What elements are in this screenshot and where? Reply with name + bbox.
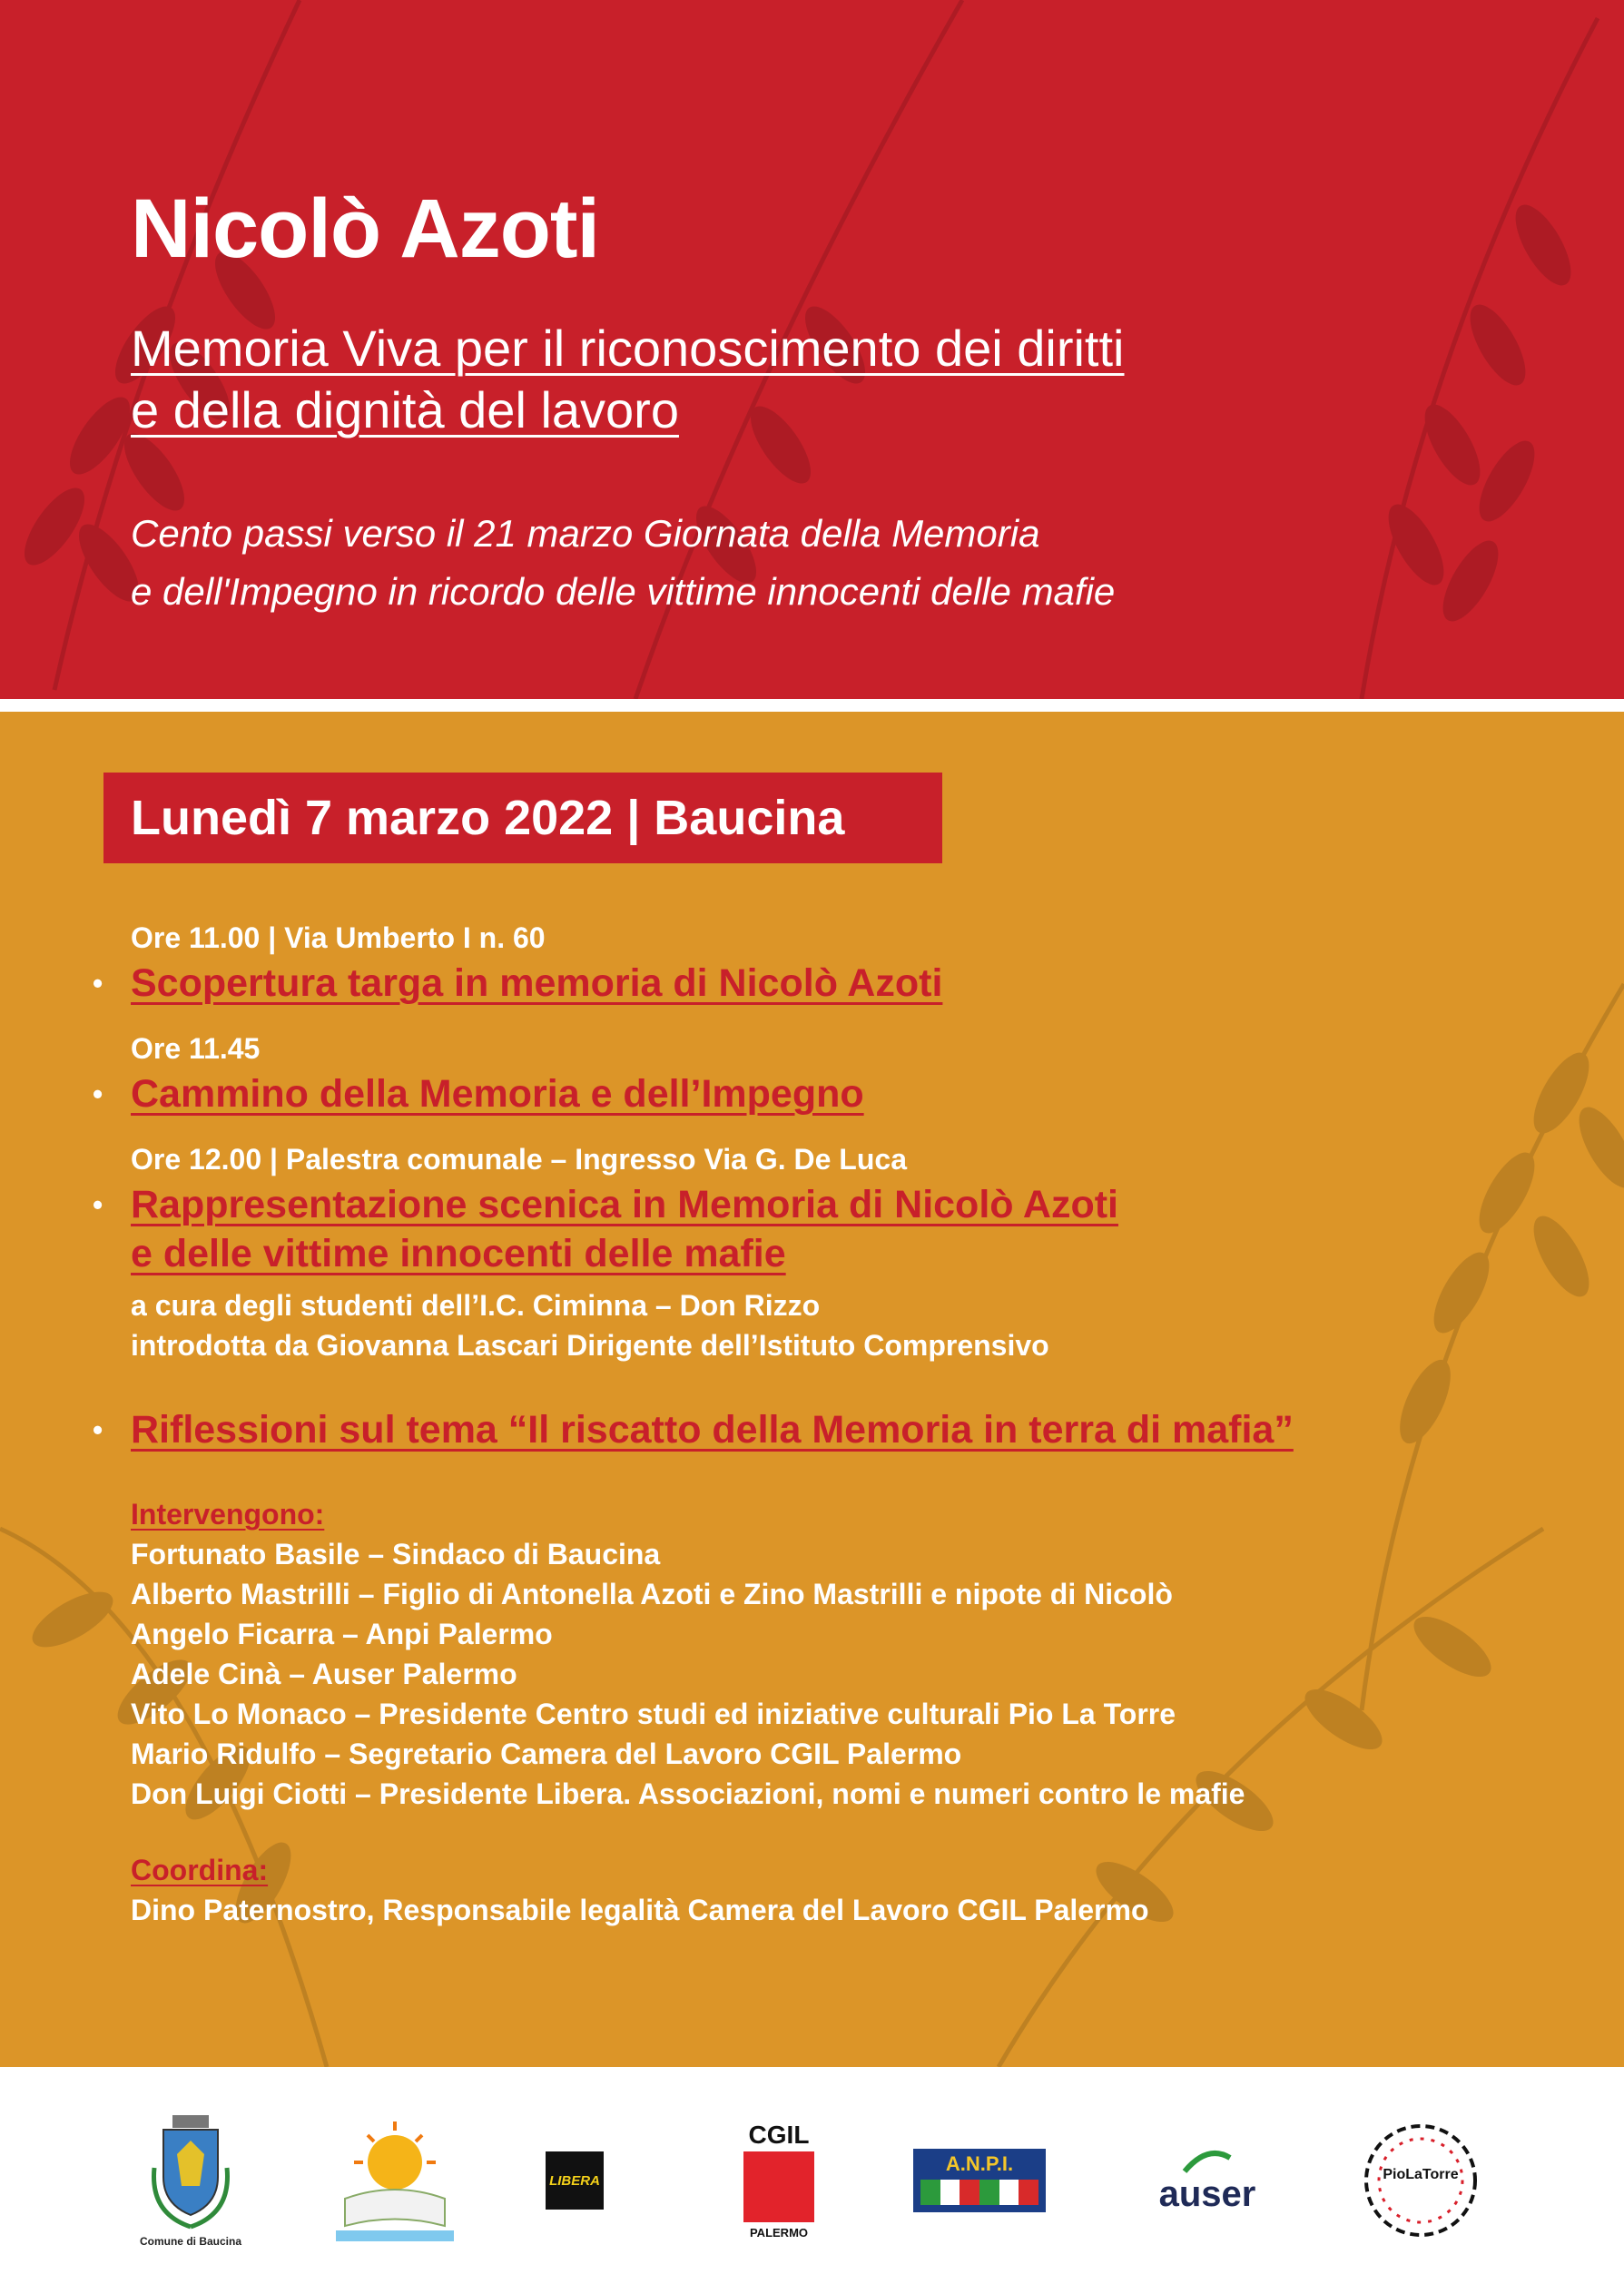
coordinator: Dino Paternostro, Responsabile legalità Camera del Lavoro CGIL Palermo xyxy=(131,1894,1149,1926)
program-event-continued: e delle vittime innocenti delle mafie xyxy=(131,1232,786,1275)
tagline-line-1: Cento passi verso il 21 marzo Giornata della Memoria xyxy=(131,512,1040,555)
cgil-wordmark: CGIL xyxy=(748,2120,810,2149)
subtitle xyxy=(131,318,1547,441)
comune-caption: Comune di Baucina xyxy=(139,2235,241,2248)
program-item xyxy=(131,917,1547,1008)
program-event: • Cammino della Memoria e dell’Impegno xyxy=(131,1069,1547,1118)
page-title: Nicolò Azoti xyxy=(131,182,600,275)
speaker: Vito Lo Monaco – Presidente Centro studi ed iniziative culturali Pio La Torre xyxy=(131,1698,1176,1730)
speaker: Angelo Ficarra – Anpi Palermo xyxy=(131,1618,553,1650)
sponsor-logos xyxy=(0,2067,1624,2284)
piolatorre-logo xyxy=(1353,2103,1489,2258)
program-time: Ore 11.00 | Via Umberto I n. 60 xyxy=(131,921,546,954)
speaker: Adele Cinà – Auser Palermo xyxy=(131,1658,517,1690)
program-time: Ore 11.45 xyxy=(131,1032,261,1065)
school-emblem-icon xyxy=(318,2112,472,2249)
speaker: Mario Ridulfo – Segretario Camera del Lavoro CGIL Palermo xyxy=(131,1738,962,1770)
piolatorre-wordmark: PioLaTorre xyxy=(1383,2167,1459,2182)
speaker: Fortunato Basile – Sindaco di Baucina xyxy=(131,1538,661,1570)
date-banner: Lunedì 7 marzo 2022 | Baucina xyxy=(103,773,942,863)
libera-logo xyxy=(543,2103,606,2258)
tagline-line-2: e dell'Impegno in ricordo delle vittime innocenti delle mafie xyxy=(131,570,1116,613)
coat-of-arms-icon xyxy=(145,2113,236,2231)
divider xyxy=(0,699,1624,712)
speakers-header: Intervengono: xyxy=(131,1498,325,1531)
anpi-logo xyxy=(912,2103,1047,2258)
school-logo xyxy=(318,2103,472,2258)
auser-logo xyxy=(1130,2103,1284,2258)
cgil-caption: PALERMO xyxy=(749,2225,809,2240)
anpi-wordmark: A.N.P.I. xyxy=(945,2152,1014,2175)
tagline xyxy=(131,505,1547,621)
anpi-flag-stripes xyxy=(920,2180,1038,2205)
program-time: Ore 12.00 | Palestra comunale – Ingresso Via G. De Luca xyxy=(131,1143,907,1176)
speaker: Alberto Mastrilli – Figlio di Antonella Azoti e Zino Mastrilli e nipote di Nicolò xyxy=(131,1578,1173,1610)
program-item xyxy=(131,1138,1547,1365)
comune-baucina-logo xyxy=(136,2103,245,2258)
logo-strip xyxy=(0,2067,1624,2284)
program-event: • Scopertura targa in memoria di Nicolò Azoti xyxy=(131,959,1547,1008)
program-note: a cura degli studenti dell’I.C. Ciminna – Don Rizzo xyxy=(131,1289,821,1322)
anpi-badge xyxy=(913,2149,1046,2212)
program-list xyxy=(131,917,1547,1930)
speaker: Don Luigi Ciotti – Presidente Libera. Associazioni, nomi e numeri contro le mafie xyxy=(131,1777,1245,1810)
libera-mark: LIBERA xyxy=(546,2151,604,2210)
auser-wordmark: auser xyxy=(1158,2174,1256,2214)
program-event: • Riflessioni sul tema “Il riscatto della Memoria in terra di mafia” xyxy=(131,1405,1547,1454)
auser-swoosh-icon xyxy=(1180,2149,1235,2176)
coordinator-section xyxy=(131,1850,1547,1930)
program-item xyxy=(131,1028,1547,1118)
program-event: • Rappresentazione scenica in Memoria di Nicolò Azoti xyxy=(131,1180,1547,1229)
speakers-section xyxy=(131,1494,1547,1814)
subtitle-line-2: e della dignità del lavoro xyxy=(131,381,679,438)
program-item xyxy=(131,1405,1547,1454)
cgil-logo xyxy=(743,2103,815,2258)
subtitle-line-1: Memoria Viva per il riconoscimento dei diritti xyxy=(131,320,1125,377)
program-note: introdotta da Giovanna Lascari Dirigente dell’Istituto Comprensivo xyxy=(131,1329,1049,1362)
coordinator-header: Coordina: xyxy=(131,1854,269,1886)
cgil-red-square xyxy=(743,2151,814,2222)
header-band xyxy=(0,0,1624,699)
